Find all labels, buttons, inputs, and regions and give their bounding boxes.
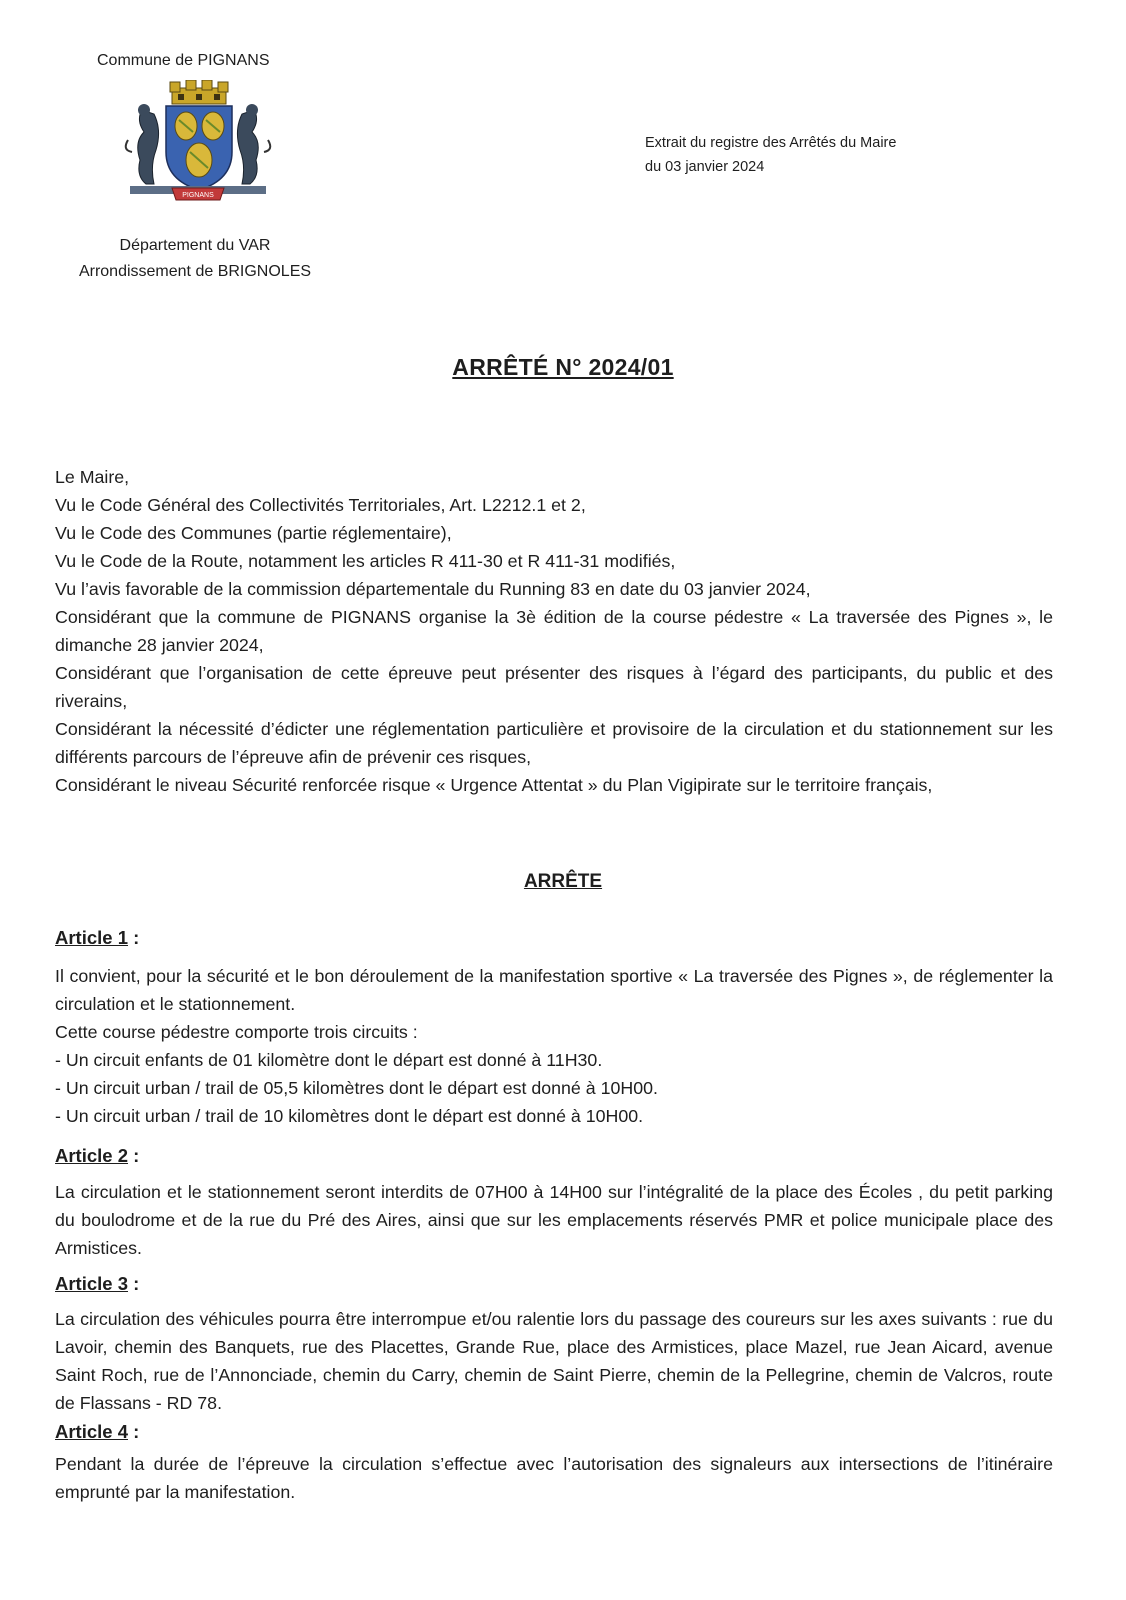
article-3-body <box>55 1305 1053 1417</box>
preamble-line: Considérant que la commune de PIGNANS organise la 3è édition de la course pédestre « La traversée des Pignes », le dimanche 28 janvier 2024, <box>55 607 1053 655</box>
article-1-colon: : <box>128 927 140 948</box>
decree-title: ARRÊTÉ N° 2024/01 <box>452 354 674 380</box>
register-extract <box>645 131 896 179</box>
article-4-body <box>55 1450 1053 1506</box>
arrete-heading: ARRÊTE <box>523 871 603 892</box>
article-4-colon: : <box>128 1421 140 1442</box>
article-2-heading <box>55 1145 139 1167</box>
article-4-paragraph: Pendant la durée de l’épreuve la circulation s’effectue avec l’autorisation des signaleurs aux intersections de l’itinéraire emprunté par la manifestation. <box>55 1454 1053 1502</box>
article-1-body <box>55 962 1053 1130</box>
preamble-line: Vu le Code des Communes (partie réglementaire), <box>55 523 452 543</box>
article-3-heading <box>55 1273 139 1295</box>
article-4-heading <box>55 1421 139 1443</box>
extract-line-2: du 03 janvier 2024 <box>645 159 765 175</box>
article-3-colon: : <box>128 1273 140 1294</box>
article-1-paragraph: Il convient, pour la sécurité et le bon déroulement de la manifestation sportive « La traversée des Pignes », de réglementer la circulation et le stationnement. <box>55 966 1053 1014</box>
article-1-paragraph: Cette course pédestre comporte trois circuits : <box>55 1022 418 1042</box>
commune-name: Commune de PIGNANS <box>97 52 270 69</box>
preamble-line: Vu le Code Général des Collectivités Territoriales, Art. L2212.1 et 2, <box>55 495 586 515</box>
supporter-left <box>126 104 159 184</box>
preamble-line: Considérant la nécessité d’édicter une réglementation particulière et provisoire de la circulation et du stationnement sur les différents parcours de l’épreuve afin de prévenir ces risques, <box>55 719 1053 767</box>
article-2-paragraph: La circulation et le stationnement seront interdits de 07H00 à 14H00 sur l’intégralité de la place des Écoles , du petit parking du boulodrome et de la rue du Pré des Aires, ainsi que sur les emplacements réservés PMR et police municipale place des Armistices. <box>55 1182 1053 1258</box>
preamble-line: Le Maire, <box>55 467 130 487</box>
coat-of-arms-logo <box>122 80 274 202</box>
preamble-line: Vu l’avis favorable de la commission départementale du Running 83 en date du 03 janvier 2024, <box>55 579 811 599</box>
article-1-heading <box>55 927 139 949</box>
preamble-line: Considérant que l’organisation de cette épreuve peut présenter des risques à l’égard des participants, du public et des riverains, <box>55 663 1053 711</box>
circuit-item: - Un circuit urban / trail de 10 kilomètres dont le départ est donné à 10H00. <box>55 1106 644 1126</box>
article-3-paragraph: La circulation des véhicules pourra être interrompue et/ou ralentie lors du passage des coureurs sur les axes suivants : rue du Lavoir, chemin des Banquets, rue des Placettes, Grande Rue, place des Armistices, place Mazel, rue Jean Aicard, avenue Saint Roch, rue de l’Annonciade, chemin du Carry, chemin de Saint Pierre, chemin de la Pellegrine, chemin de Valcros, route de Flassans - RD 78. <box>55 1309 1053 1413</box>
article-2-colon: : <box>128 1145 140 1166</box>
circuit-item: - Un circuit enfants de 01 kilomètre dont le départ est donné à 11H30. <box>55 1050 603 1070</box>
extract-line-1: Extrait du registre des Arrêtés du Maire <box>645 135 897 151</box>
preamble <box>55 463 1053 799</box>
circuit-item: - Un circuit urban / trail de 05,5 kilomètres dont le départ est donné à 10H00. <box>55 1078 658 1098</box>
supporter-right <box>237 104 270 184</box>
preamble-line: Vu le Code de la Route, notamment les articles R 411-30 et R 411-31 modifiés, <box>55 551 676 571</box>
article-4-label: Article 4 <box>55 1421 129 1442</box>
department-name: Département du VAR <box>119 237 271 254</box>
arrondissement-name: Arrondissement de BRIGNOLES <box>78 263 312 280</box>
shield <box>166 106 232 190</box>
article-2-body <box>55 1178 1053 1262</box>
crest-banner-text: PIGNANS <box>182 192 214 199</box>
department-block <box>50 233 340 285</box>
article-2-label: Article 2 <box>55 1145 129 1166</box>
preamble-line: Considérant le niveau Sécurité renforcée risque « Urgence Attentat » du Plan Vigipirate sur le territoire français, <box>55 775 933 795</box>
article-1-label: Article 1 <box>55 927 129 948</box>
mural-crown <box>170 80 228 104</box>
article-3-label: Article 3 <box>55 1273 129 1294</box>
